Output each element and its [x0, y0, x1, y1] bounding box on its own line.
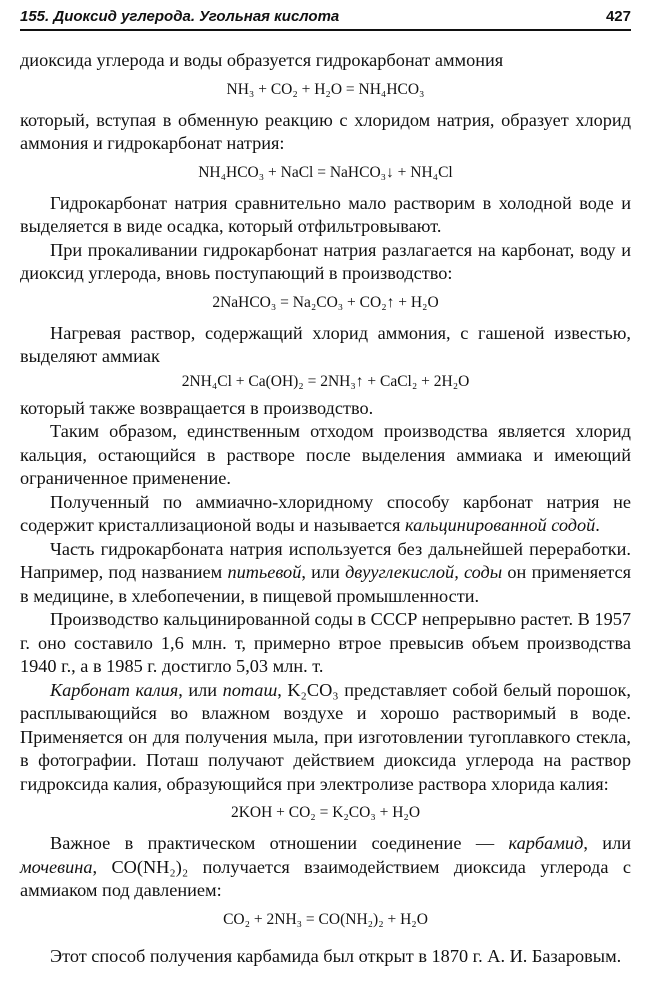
term-italic: питьевой	[227, 562, 302, 582]
paragraph: диоксида углерода и воды образуется гидрокарбонат аммония	[20, 50, 504, 70]
text-run: .	[595, 515, 600, 535]
page-number: 427	[605, 8, 631, 25]
term-italic: мочевина	[20, 856, 93, 877]
paragraph	[20, 491, 631, 538]
paragraph: Производство кальцинированной соды в СССР непрерывно растет. В 1957 г. оно составило 1,6 млн. т, примерно втрое превысив объем производства 1940 г., а в 1985 г. достигло 5,03 млн. т.	[20, 609, 631, 676]
text-run: , или	[301, 562, 346, 582]
equation: NH₄HCO₃ + NaCl = NaHCO₃↓ + NH₄Cl	[198, 163, 453, 181]
text-run: он применяется в медицине, в хлебопечении, в пищевой промышленности.	[20, 562, 631, 606]
term-italic: Карбонат калия	[50, 679, 179, 700]
text-run: Полученный по аммиачно-хлоридному способу карбонат натрия не содержит кристаллизационой воды и называется	[20, 491, 631, 535]
paragraph: При прокаливании гидрокарбонат натрия разлагается на карбонат, воду и диоксид углерода, вновь поступающий в производство:	[20, 239, 631, 283]
equation: CO₂ + 2NH₃ = CO(NH₂)₂ + H₂O	[223, 910, 428, 928]
equation: NH₃ + CO₂ + H₂O = NH₄HCO₃	[226, 80, 425, 98]
paragraph: Таким образом, единственным отходом производства является хлорид кальция, остающийся в растворе после выделения аммиака и имеющий ограниченное применение.	[20, 421, 631, 488]
paragraph: Этот способ получения карбамида был открыт в 1870 г. А. И. Базаровым.	[50, 945, 622, 966]
equation: 2NH₄Cl + Ca(OH)₂ = 2NH₃↑ + CaCl₂ + 2H₂O	[181, 372, 470, 390]
term-italic: двууглекислой, соды	[345, 562, 503, 582]
text-run: , или	[178, 679, 223, 700]
paragraph: Гидрокарбонат натрия сравнительно мало растворим в холодной воде и выделяется в виде осадка, который отфильтровывают.	[20, 192, 631, 236]
paragraph: который также возвращается в производство.	[20, 397, 374, 418]
paragraph: который, вступая в обменную реакцию с хлоридом натрия, образует хлорид аммония и гидрокарбонат натрия:	[20, 109, 631, 153]
text-run: Важное в практическом отношении соединение —	[50, 833, 509, 853]
equation: 2NaHCO₃ = Na₂CO₃ + CO₂↑ + H₂O	[212, 293, 439, 311]
paragraph	[20, 538, 631, 609]
paragraph: Нагревая раствор, содержащий хлорид аммония, с гашеной известью, выделяют аммиак	[20, 322, 631, 366]
term-italic: поташ	[222, 679, 278, 700]
paragraph	[20, 679, 631, 797]
text-run: , или	[583, 833, 631, 853]
text-run: , K₂CO₃ представляет собой белый порошок, расплывающийся во влажном воздухе и хорошо растворимый в воде. Применяется он для получения мыла, при изготовлении тугоплавкого стекла, в фотографии. Поташ получают действием диоксида углерода на раствор гидроксида калия, образующийся при электролизе раствора хлорида калия:	[20, 679, 632, 794]
running-header	[20, 8, 631, 31]
section-title: 155. Диоксид углерода. Угольная кислота	[20, 8, 340, 25]
term-italic: карбамид	[508, 833, 584, 853]
text-run: Часть гидрокарбоната натрия используется без дальнейшей переработки. Например, под названием	[20, 538, 631, 582]
equation: 2KOH + CO₂ = K₂CO₃ + H₂O	[230, 804, 421, 821]
paragraph	[20, 832, 631, 903]
text-run: , CO(NH₂)₂ получается взаимодействием диоксида углерода с аммиаком под давлением:	[20, 856, 631, 900]
term-italic: кальцинированной содой	[404, 515, 596, 535]
